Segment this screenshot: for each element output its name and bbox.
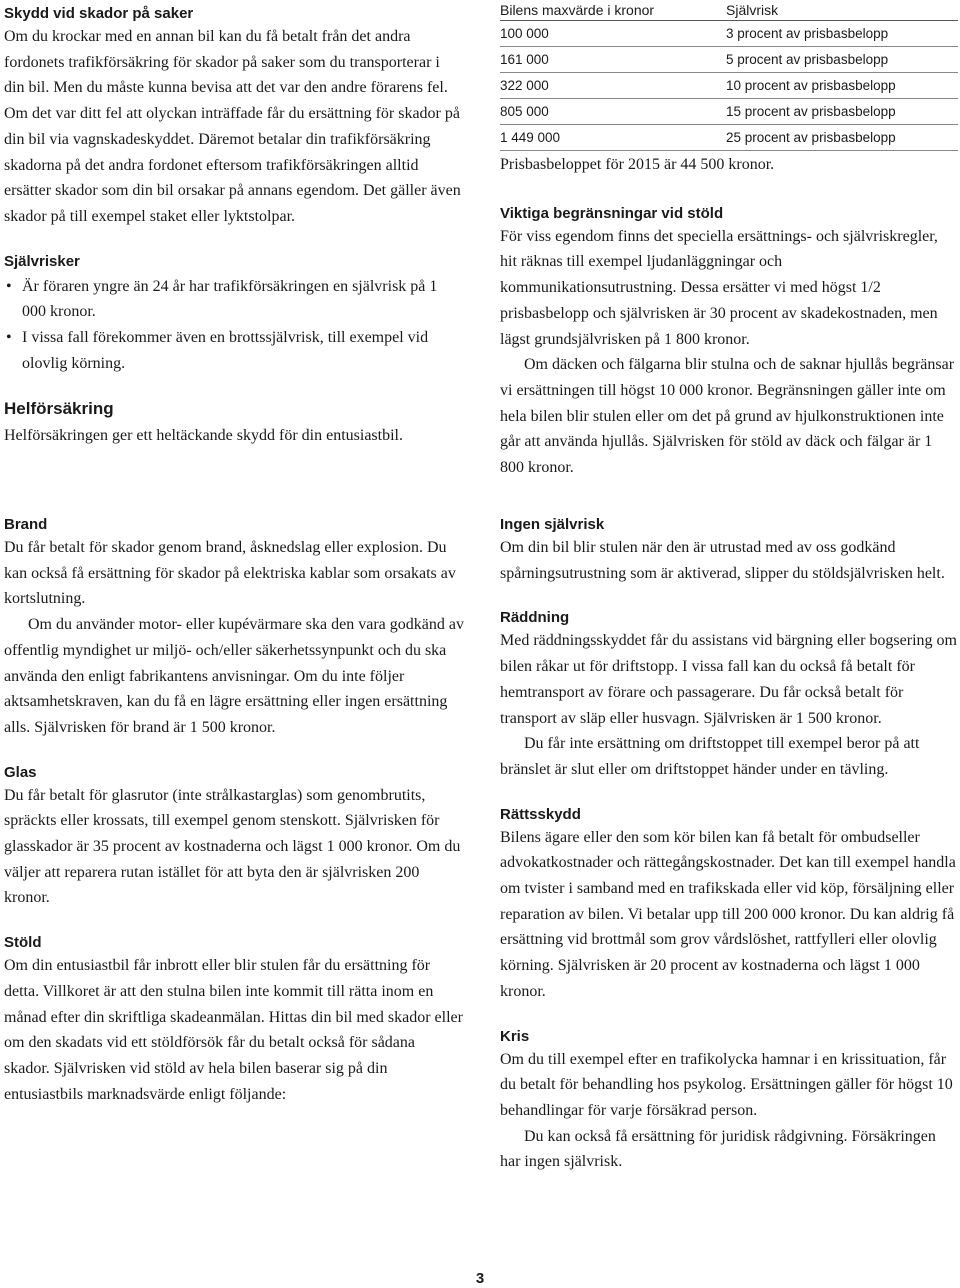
table-row [500, 99, 958, 125]
raddning-paragraph-1: Med räddningsskyddet får du assistans vid bärgning eller bogsering om bilen råkar ut för driftstopp. I vissa fall kan du också få betalt för hemtransport av förare och passagerare. Du får också betalt för transport av släp eller husvagn. Självrisken är 1 500 kronor. [500, 632, 957, 727]
table-cell: 805 000 [500, 99, 726, 125]
table-cell: 100 000 [500, 21, 726, 47]
glas-text: Du får betalt för glasrutor (inte strålkastarglas) som genombrutits, spräckts eller krossats, till exempel genom stenskott. Självrisken för glasskador är 35 procent av kostnaderna och lägst 1 000 kronor. Om du väljer att reparera rutan istället för att byta den är självrisken 200 kronor. [4, 786, 461, 907]
prisbas-note: Prisbasbeloppet för 2015 är 44 500 kronor. [500, 156, 775, 173]
raddning-heading: Räddning [500, 609, 570, 627]
glas-heading: Glas [4, 763, 37, 781]
bullet-icon: • [6, 329, 12, 347]
ingen-heading: Ingen självrisk [500, 516, 605, 533]
list-item: • I vissa fall förekommer även en brottssjälvrisk, till exempel vid olovlig körning. [4, 325, 464, 376]
helforsakring-text: Helförsäkringen ger ett heltäckande skydd för din entusiastbil. [4, 427, 403, 445]
viktiga-heading: Viktiga begränsningar vid stöld [500, 204, 724, 222]
table-cell: 322 000 [500, 73, 726, 99]
table-row [500, 21, 958, 47]
kris-paragraph-1: Om du till exempel efter en trafikolycka hamnar i en krissituation, får du betalt för behandling hos psykolog. Ersättningen gäller för högst 10 behandlingar för varje försäkrad person. [500, 1050, 953, 1119]
sjalvrisker-heading: Självrisker [4, 252, 80, 270]
skydd-text: Om du krockar med en annan bil kan du få betalt från det andra fordonets trafikförsäkring för skador på saker som du transporterar i din bil. Men du måste kunna bevisa att det var den andre förarens fel. Om det var ditt fel att olyckan inträffade får du ersättning för skador på din bil via vagnskadeskyddet. Däremot betalar din trafikförsäkring skadorna på det andra fordonet eftersom trafikförsäkringen alltid ersätter skador som din bil orsakar på annans egendom. Det gäller även skador på till exempel staket eller lyktstolpar. [4, 28, 461, 225]
table-cell: 15 procent av prisbasbelopp [726, 99, 958, 125]
table-header-cell: Självrisk [726, 0, 958, 21]
table-row [500, 73, 958, 99]
table-cell: 3 procent av prisbasbelopp [726, 21, 958, 47]
ingen-text: Om din bil blir stulen när den är utrustad med av oss godkänd spårningsutrustning som är aktiverad, slipper du stöldsjälvrisken helt. [500, 539, 945, 582]
right-top-section [500, 0, 958, 481]
kris-heading: Kris [500, 1027, 530, 1045]
sjalvrisker-list [4, 274, 464, 377]
table-row [500, 125, 958, 151]
stold-heading: Stöld [4, 934, 42, 952]
table-row [500, 47, 958, 73]
table-header-row [500, 0, 958, 21]
skydd-heading: Skydd vid skador på saker [4, 5, 194, 22]
left-bottom-section [4, 515, 464, 1107]
raddning-paragraph-2: Du får inte ersättning om driftstoppet till exempel beror på att bränslet är slut eller om driftstoppet händer under en tävling. [500, 735, 920, 778]
viktiga-paragraph-1: För viss egendom finns det speciella ersättnings- och självriskregler, hit räknas till exempel ljudanläggningar och kommunikationsutrustning. Dessa ersätter vi med högst 1/2 prisbasbelopp och självrisken är 30 procent av skadekostnaden, men lägst grundsjälvrisken på 1 800 kronor. [500, 227, 938, 348]
list-item: • Är föraren yngre än 24 år har trafikförsäkringen en självrisk på 1 000 kronor. [4, 274, 464, 325]
stold-text: Om din entusiastbil får inbrott eller blir stulen får du ersättning för detta. Villkoret är att den stulna bilen inte kommit till rätta inom en månad efter din skriftliga skadeanmälan. Hittas din bil med skador eller om den skadats vid ett stöldförsök får du betalt också för sådana skador. Självrisken vid stöld av hela bilen baserar sig på din entusiastbils marknadsvärde enligt följande: [4, 957, 463, 1103]
table-cell: 25 procent av prisbasbelopp [726, 125, 958, 151]
viktiga-paragraph-2: Om däcken och fälgarna blir stulna och de saknar hjullås begränsar vi ersättningen till högst 10 000 kronor. Begränsningen gäller inte om hela bilen blir stulen eller om det på grund av hjulkonstruktionen inte går att använda hjullås. Självrisken för stöld av däck och fälgar är 1 800 kronor. [500, 356, 955, 477]
kris-paragraph-2: Du kan också få ersättning för juridisk rådgivning. Försäkringen har ingen självrisk. [500, 1127, 936, 1171]
brand-paragraph-1: Du får betalt för skador genom brand, åsknedslag eller explosion. Du kan också få ersättning för skador på elektriska kablar som orsakats av kortslutning. [4, 539, 456, 608]
table-cell: 10 procent av prisbasbelopp [726, 73, 958, 99]
page-number: 3 [475, 1270, 485, 1287]
rattsskydd-text: Bilens ägare eller den som kör bilen kan få betalt för ombudseller advokatkostnader och rättegångskostnader. Det kan till exempel handla om tvister i samband med en trafikskada eller vid köp, försäljning eller reparation av bilen. Vi betalar upp till 200 000 kronor. Du kan aldrig få ersättning vid brottmål som grov vårdslöshet, rattfylleri eller olovlig körning. Självrisken är 20 procent av kostnaderna och lägst 1 000 kronor. [500, 828, 956, 1000]
table-cell: 1 449 000 [500, 125, 726, 151]
helforsakring-heading: Helförsäkring [4, 399, 114, 419]
right-bottom-section [500, 515, 958, 1175]
bullet-icon: • [6, 277, 12, 295]
left-top-section [4, 4, 464, 449]
sjalvrisk-table [500, 0, 958, 151]
rattsskydd-heading: Rättsskydd [500, 805, 581, 823]
brand-heading: Brand [4, 516, 48, 533]
table-header-cell: Bilens maxvärde i kronor [500, 0, 726, 21]
table-cell: 161 000 [500, 47, 726, 73]
brand-paragraph-2: Om du använder motor- eller kupévärmare ska den vara godkänd av offentlig myndighet ur miljö- och/eller säkerhetssynpunkt och du ska använda den enligt fabrikantens anvisningar. Om du inte följer aktsamhetskraven, kan du få en lägre ersättning eller ingen ersättning alls. Självrisken för brand är 1 500 kronor. [4, 616, 464, 736]
table-cell: 5 procent av prisbasbelopp [726, 47, 958, 73]
